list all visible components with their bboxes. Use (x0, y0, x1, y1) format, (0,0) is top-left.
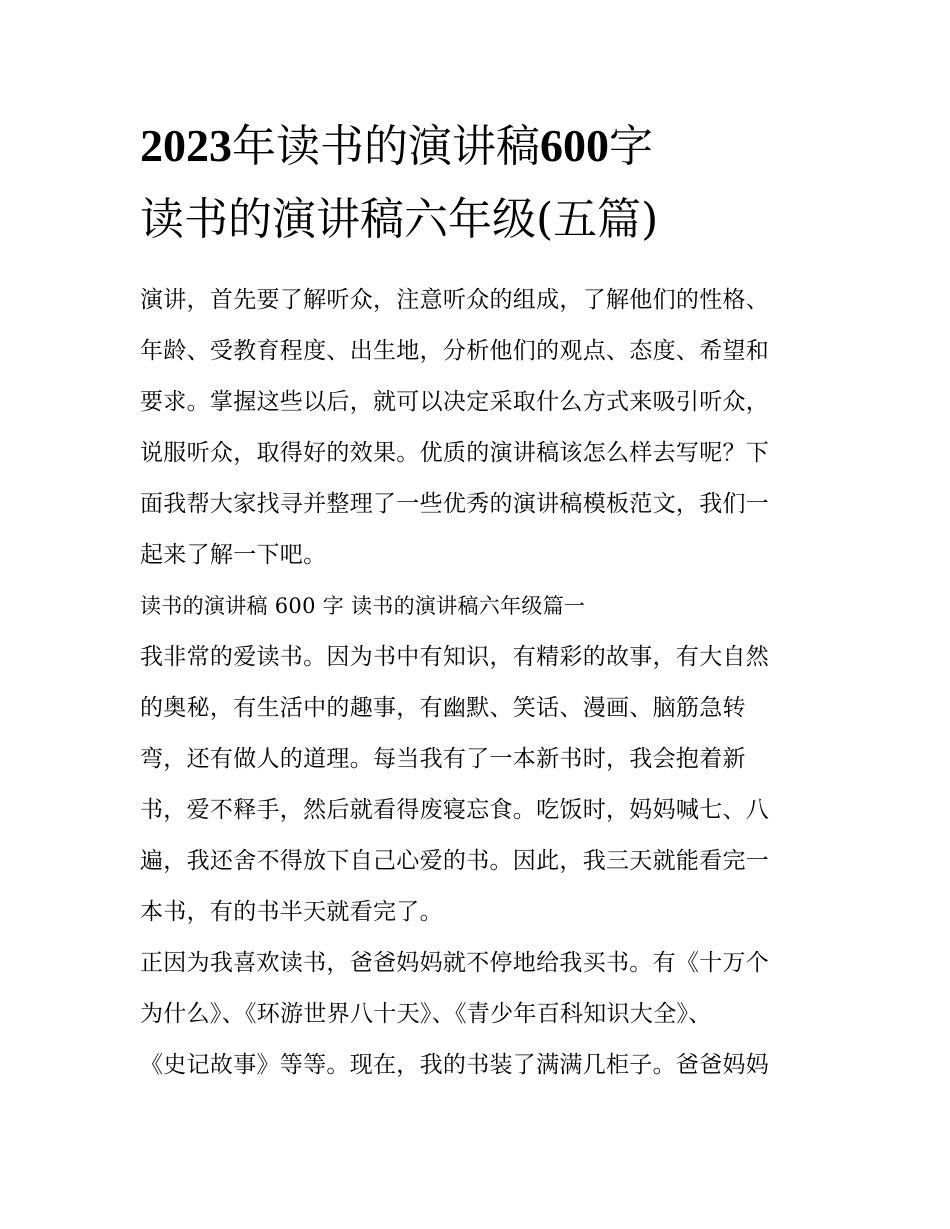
paragraph-line: 遍，我还舍不得放下自己心爱的书。因此，我三天就能看完一 (140, 848, 770, 874)
paragraph-line: 弯，还有做人的道理。每当我有了一本新书时，我会抱着新 (140, 746, 746, 772)
intro-line: 面我帮大家找寻并整理了一些优秀的演讲稿模板范文，我们一 (140, 491, 770, 517)
paragraph-line: 本书，有的书半天就看完了。 (140, 899, 443, 925)
intro-line: 说服听众，取得好的效果。优质的演讲稿该怎么样去写呢？下 (140, 440, 770, 466)
intro-line: 演讲，首先要了解听众，注意听众的组成，了解他们的性格、 (140, 287, 770, 313)
title-number: 600 (540, 120, 609, 171)
paragraph-line: 为什么》、《环游世界八十天》、《青少年百科知识大全》、 (140, 1001, 712, 1027)
title-suffix: 字 (609, 121, 653, 172)
paragraph-line: 书，爱不释手，然后就看得废寝忘食。吃饭时，妈妈喊七、八 (140, 797, 770, 823)
title-year: 2023 (140, 120, 232, 171)
intro-line: 起来了解一下吧。 (140, 542, 327, 568)
intro-line: 年龄、受教育程度、出生地，分析他们的观点、态度、希望和 (140, 338, 770, 364)
section-heading: 读书的演讲稿 600 字 读书的演讲稿六年级篇一 (140, 594, 586, 618)
title-text: 年读书的演讲稿 (232, 121, 540, 172)
paragraph-line: 正因为我喜欢读书，爸爸妈妈就不停地给我买书。有《十万个 (140, 950, 770, 976)
paragraph-line: 的奥秘，有生活中的趣事，有幽默、笑话、漫画、脑筋急转 (140, 695, 746, 721)
paragraph-line: 《史记故事》等等。现在，我的书装了满满几柜子。爸爸妈妈 (140, 1052, 770, 1078)
document-title-line-2: 读书的演讲稿六年级(五篇) (140, 194, 659, 245)
paragraph-line: 我非常的爱读书。因为书中有知识，有精彩的故事，有大自然 (140, 644, 770, 670)
intro-line: 要求。掌握这些以后，就可以决定采取什么方式来吸引听众， (140, 389, 770, 415)
document-title-line-1 (140, 120, 830, 173)
